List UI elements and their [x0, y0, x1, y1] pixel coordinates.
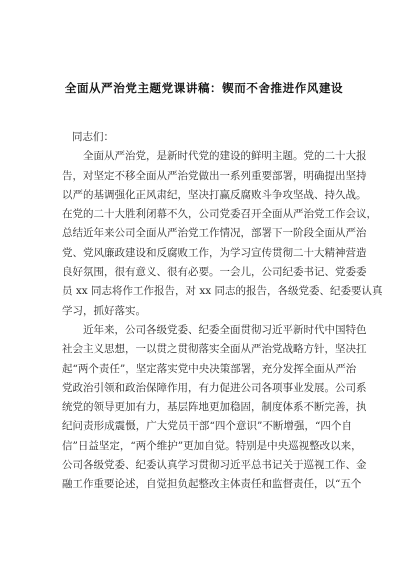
- paragraph-line: 在党的二十大胜利闭幕不久，公司党委召开全面从严治党工作会议，: [62, 208, 377, 221]
- paragraph-line: 员 xx 同志将作工作报告，对 xx 同志的报告，各级党委、纪委要认真: [62, 285, 383, 298]
- paragraph-line: 学习，抓好落实。: [62, 304, 146, 317]
- paragraph-line: 统党的领导更加有力，基层阵地更加稳固，制度体系不断完善，执: [62, 401, 367, 414]
- paragraph-line: 纪问责形成震慑，广大党员干部“四个意识”不断增强，“四个自: [62, 420, 352, 433]
- document-body: [62, 128, 383, 495]
- paragraph-line: 社会主义思想，一以贯之贯彻落实全面从严治党战略方针，坚决扛: [62, 343, 367, 356]
- paragraph-line: 起“两个责任”，坚定落实党中央决策部署，充分发挥全面从严治: [62, 362, 357, 375]
- paragraph-line: 以严的基调强化正风肃纪，坚决打赢反腐败斗争攻坚战、持久战。: [62, 188, 367, 201]
- paragraph-line: 信”日益坚定，“两个维护”更加自觉。特别是中央巡视整改以来，: [62, 439, 362, 452]
- paragraph-line: 公司各级党委、纪委认真学习贯彻习近平总书记关于巡视工作、金: [62, 459, 367, 472]
- paragraph-line: 告，对坚定不移全面从严治党做出一系列重要部署，明确提出坚持: [62, 169, 367, 182]
- paragraph-line: 党政治引领和政治保障作用，有力促进公司各项事业发展。公司系: [62, 381, 367, 394]
- paragraph-1: [62, 147, 367, 205]
- paragraph-3: [62, 321, 367, 495]
- paragraph-line: 总结近年来公司全面从严治党工作情况，部署下一阶段全面从严治: [62, 227, 367, 240]
- paragraph-line: 良好氛围，很有意义、很有必要。一会儿，公司纪委书记、党委委: [62, 266, 367, 279]
- salutation: 同志们：: [72, 131, 114, 143]
- document-title: 全面从严治党主题党课讲稿：锲而不舍推进作风建设: [64, 81, 344, 95]
- paragraph-line: 全面从严治党，是新时代党的建设的鲜明主题。党的二十大报: [83, 150, 367, 163]
- paragraph-line: 融工作重要论述，自觉担负起整改主体责任和监督责任，以“五个: [62, 478, 362, 491]
- paragraph-line: 近年来，公司各级党委、纪委全面贯彻习近平新时代中国特色: [83, 323, 367, 336]
- paragraph-line: 党、党风廉政建设和反腐败工作，为学习宣传贯彻二十大精神营造: [62, 246, 367, 259]
- paragraph-2: [62, 205, 383, 321]
